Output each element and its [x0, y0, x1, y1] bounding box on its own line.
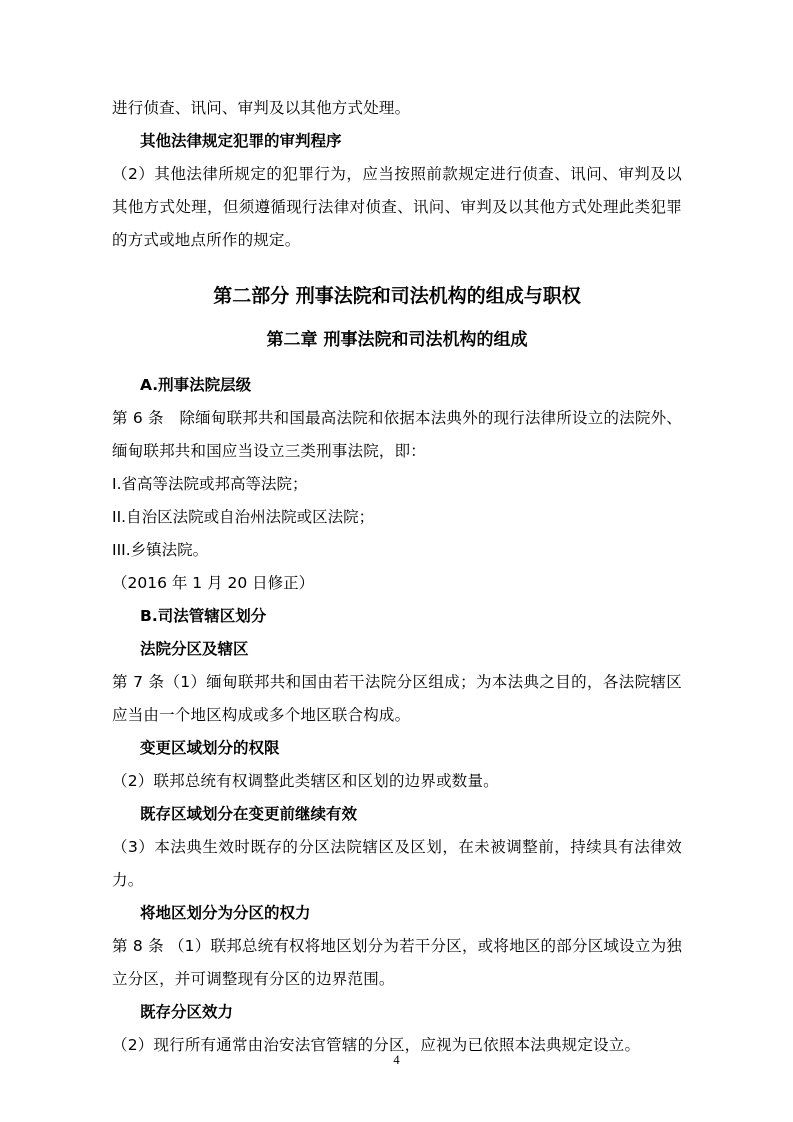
heading-existing-subdivision-effect: 既存分区效力 — [140, 1003, 234, 1021]
list-item-iii: III.乡镇法院。 — [112, 541, 209, 559]
section-label-a: A.刑事法院层级 — [140, 376, 252, 394]
article-7-clause-2: （2）联邦总统有权调整此类辖区和区划的边界或数量。 — [112, 772, 499, 790]
part-title: 第二部分 刑事法院和司法机构的组成与职权 — [213, 285, 581, 307]
amendment-note: （2016 年 1 月 20 日修正） — [112, 574, 315, 592]
article-7-clause-3: （3）本法典生效时既存的分区法院辖区及区划，在未被调整前，持续具有法律效力。 — [112, 838, 682, 889]
chapter-title: 第二章 刑事法院和司法机构的组成 — [266, 330, 528, 350]
article-8-clause-2: （2）现行所有通常由治安法官管辖的分区，应视为已依照本法典规定设立。 — [112, 1036, 641, 1054]
section-label-b: B.司法管辖区划分 — [140, 607, 267, 625]
heading-other-law-trial-procedure: 其他法律规定犯罪的审判程序 — [140, 132, 342, 150]
page-content — [112, 92, 682, 1062]
article-6: 第 6 条 除缅甸联邦共和国最高法院和依据本法典外的现行法律所设立的法院外、缅甸联邦共和国应当设立三类刑事法院，即： — [112, 409, 682, 460]
paragraph-continuation: 进行侦查、讯问、审判及以其他方式处理。 — [112, 99, 411, 117]
heading-court-districts: 法院分区及辖区 — [140, 640, 249, 658]
article-8-clause-1: 第 8 条 （1）联邦总统有权将地区划分为若干分区，或将地区的部分区域设立为独立分区，并可调整现有分区的边界范围。 — [112, 937, 682, 988]
list-item-ii: II.自治区法院或自治州法院或区法院； — [112, 508, 375, 526]
article-7-clause-1: 第 7 条（1）缅甸联邦共和国由若干法院分区组成；为本法典之目的，各法院辖区应当由一个地区构成或多个地区联合构成。 — [112, 673, 682, 724]
heading-existing-divisions-valid: 既存区域划分在变更前继续有效 — [140, 805, 358, 823]
heading-power-to-divide-districts: 将地区划分为分区的权力 — [140, 904, 311, 922]
list-item-i: I.省高等法院或邦高等法院； — [112, 475, 308, 493]
heading-change-division-authority: 变更区域划分的权限 — [140, 739, 280, 757]
page-number: 4 — [393, 1053, 400, 1067]
paragraph-clause-2: （2）其他法律所规定的犯罪行为，应当按照前款规定进行侦查、讯问、审判及以其他方式处理，但须遵循现行法律对侦查、讯问、审判及以其他方式处理此类犯罪的方式或地点所作的规定。 — [112, 165, 682, 249]
